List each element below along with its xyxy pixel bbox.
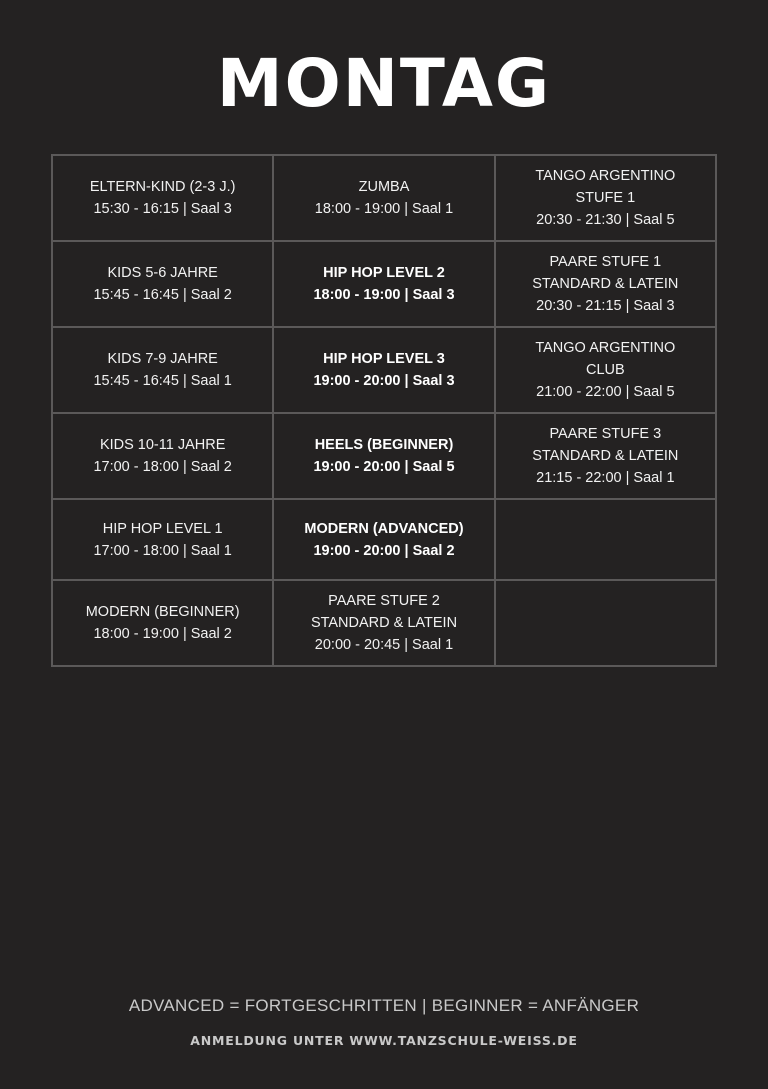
class-name: TANGO ARGENTINO [535,340,676,356]
schedule-row [52,327,716,413]
class-name: PAARE STUFE 2 [328,593,440,609]
schedule-row [52,580,716,666]
class-time: 15:45 - 16:45 | Saal 1 [93,373,232,389]
class-time: 18:00 - 19:00 | Saal 2 [93,626,232,642]
class-cell [495,413,716,499]
class-name: KIDS 7-9 JAHRE [107,351,218,367]
class-name: PAARE STUFE 3 [549,426,662,442]
schedule-row [52,499,716,580]
class-cell [495,241,716,327]
class-name: HIP HOP LEVEL 1 [102,520,223,537]
class-time: 21:15 - 22:00 | Saal 1 [536,470,675,486]
page-title: MONTAG [216,45,552,122]
class-cell [273,499,494,580]
class-time: 21:00 - 22:00 | Saal 5 [536,384,675,400]
empty-cell [495,580,716,666]
class-cell [52,327,273,413]
class-time: 20:30 - 21:30 | Saal 5 [536,212,675,228]
class-cell [273,327,494,413]
class-name: HEELS (BEGINNER) [314,437,454,453]
class-time: 17:00 - 18:00 | Saal 1 [93,542,232,559]
schedule-row [52,155,716,241]
class-name: PAARE STUFE 1 [549,254,662,270]
schedule-table [51,154,717,667]
class-name: HIP HOP LEVEL 3 [323,351,445,367]
class-cell [273,155,494,241]
class-cell [52,241,273,327]
class-name: STUFE 1 [575,190,636,206]
class-time: 19:00 - 20:00 | Saal 2 [313,542,455,559]
class-cell [52,413,273,499]
class-cell [495,327,716,413]
class-name: KIDS 5-6 JAHRE [107,265,218,281]
class-name: MODERN (ADVANCED) [304,520,464,537]
class-cell [52,499,273,580]
class-time: 20:00 - 20:45 | Saal 1 [314,637,454,653]
empty-cell [495,499,716,580]
class-cell [52,155,273,241]
class-name: STANDARD & LATEIN [532,448,679,464]
legend-text: ADVANCED = FORTGESCHRITTEN | BEGINNER = ANFÄNGER [128,996,640,1015]
class-name: ELTERN-KIND (2-3 J.) [89,179,236,195]
registration-footer: ANMELDUNG UNTER WWW.TANZSCHULE-WEISS.DE [190,1033,578,1048]
class-name: ZUMBA [358,179,410,195]
class-time: 17:00 - 18:00 | Saal 2 [93,459,232,475]
schedule-row [52,413,716,499]
class-cell [273,241,494,327]
class-time: 18:00 - 19:00 | Saal 1 [314,201,454,217]
class-name: CLUB [585,362,625,378]
class-cell [52,580,273,666]
class-time: 19:00 - 20:00 | Saal 5 [313,459,455,475]
class-time: 15:30 - 16:15 | Saal 3 [93,201,232,217]
class-cell [495,155,716,241]
class-time: 18:00 - 19:00 | Saal 3 [313,287,455,303]
class-time: 19:00 - 20:00 | Saal 3 [313,373,455,389]
class-name: HIP HOP LEVEL 2 [323,265,445,281]
class-name: TANGO ARGENTINO [535,168,676,184]
schedule-row [52,241,716,327]
class-name: MODERN (BEGINNER) [85,604,240,620]
class-time: 20:30 - 21:15 | Saal 3 [536,298,675,314]
class-cell [273,413,494,499]
class-name: KIDS 10-11 JAHRE [99,437,226,453]
class-time: 15:45 - 16:45 | Saal 2 [93,287,232,303]
class-name: STANDARD & LATEIN [532,276,679,292]
schedule-body [52,155,716,666]
class-name: STANDARD & LATEIN [310,615,458,631]
class-cell [273,580,494,666]
